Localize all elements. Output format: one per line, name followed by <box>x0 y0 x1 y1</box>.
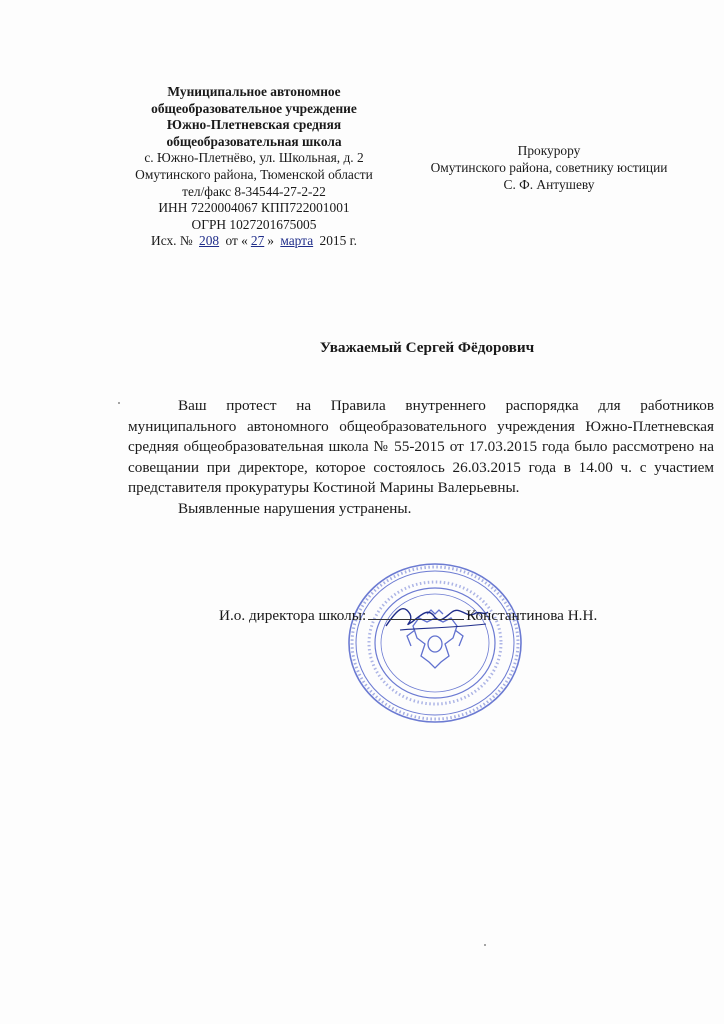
body-paragraph: Выявленные нарушения устранены. <box>178 499 412 517</box>
ref-prefix: Исх. № <box>151 233 193 249</box>
ref-day: 27 <box>250 233 265 249</box>
org-name-line: общеобразовательная школа <box>166 133 342 149</box>
addressee-block <box>412 142 686 193</box>
signature-line <box>219 607 649 625</box>
greeting: Уважаемый Сергей Фёдорович <box>319 339 535 356</box>
outgoing-reference <box>112 233 396 250</box>
org-name-line: общеобразовательное учреждение <box>151 100 357 116</box>
sender-block <box>112 84 396 250</box>
ref-number: 208 <box>199 233 220 249</box>
addressee-line: Прокурору <box>517 143 581 158</box>
ref-year: 2015 г. <box>319 233 357 249</box>
inn-kpp-line: ИНН 7220004067 КПП722001001 <box>158 200 350 216</box>
official-stamp <box>345 560 525 726</box>
signatory-title: И.о. директора школы: <box>219 607 367 624</box>
body-paragraph: Ваш протест на Правила внутреннего распорядка для работников муниципального автономного общеобразовательного учреждения Южно-Плетневская средняя общеобразовательная школа № 55-2015 от 17.03.2015 года было рассмотрено на совещании при директоре, которое состоялось 26.03.2015 года в 14.00 ч. с участием представителя прокуратуры Костиной Марины Валерьевны. <box>128 397 714 497</box>
addressee-line: С. Ф. Антушеву <box>503 177 595 192</box>
signature-blank <box>368 619 464 620</box>
letter-body <box>128 396 714 520</box>
org-name-line: Муниципальное автономное <box>167 84 341 99</box>
signatory-name: Константинова Н.Н. <box>466 607 598 624</box>
ref-close-quote: » <box>267 233 274 249</box>
ref-from-label: от « <box>225 233 248 249</box>
scan-speck <box>118 402 120 404</box>
address-line: Омутинского района, Тюменской области <box>135 166 373 182</box>
phone-line: тел/факс 8-34544-27-2-22 <box>182 183 326 199</box>
scan-speck <box>484 944 486 946</box>
ref-month: марта <box>280 233 314 249</box>
ogrn-line: ОГРН 1027201675005 <box>191 216 317 232</box>
addressee-line: Омутинского района, советнику юстиции <box>430 160 668 175</box>
address-line: с. Южно-Плетнёво, ул. Школьная, д. 2 <box>144 150 364 166</box>
org-name-line: Южно-Плетневская средняя <box>166 117 342 133</box>
